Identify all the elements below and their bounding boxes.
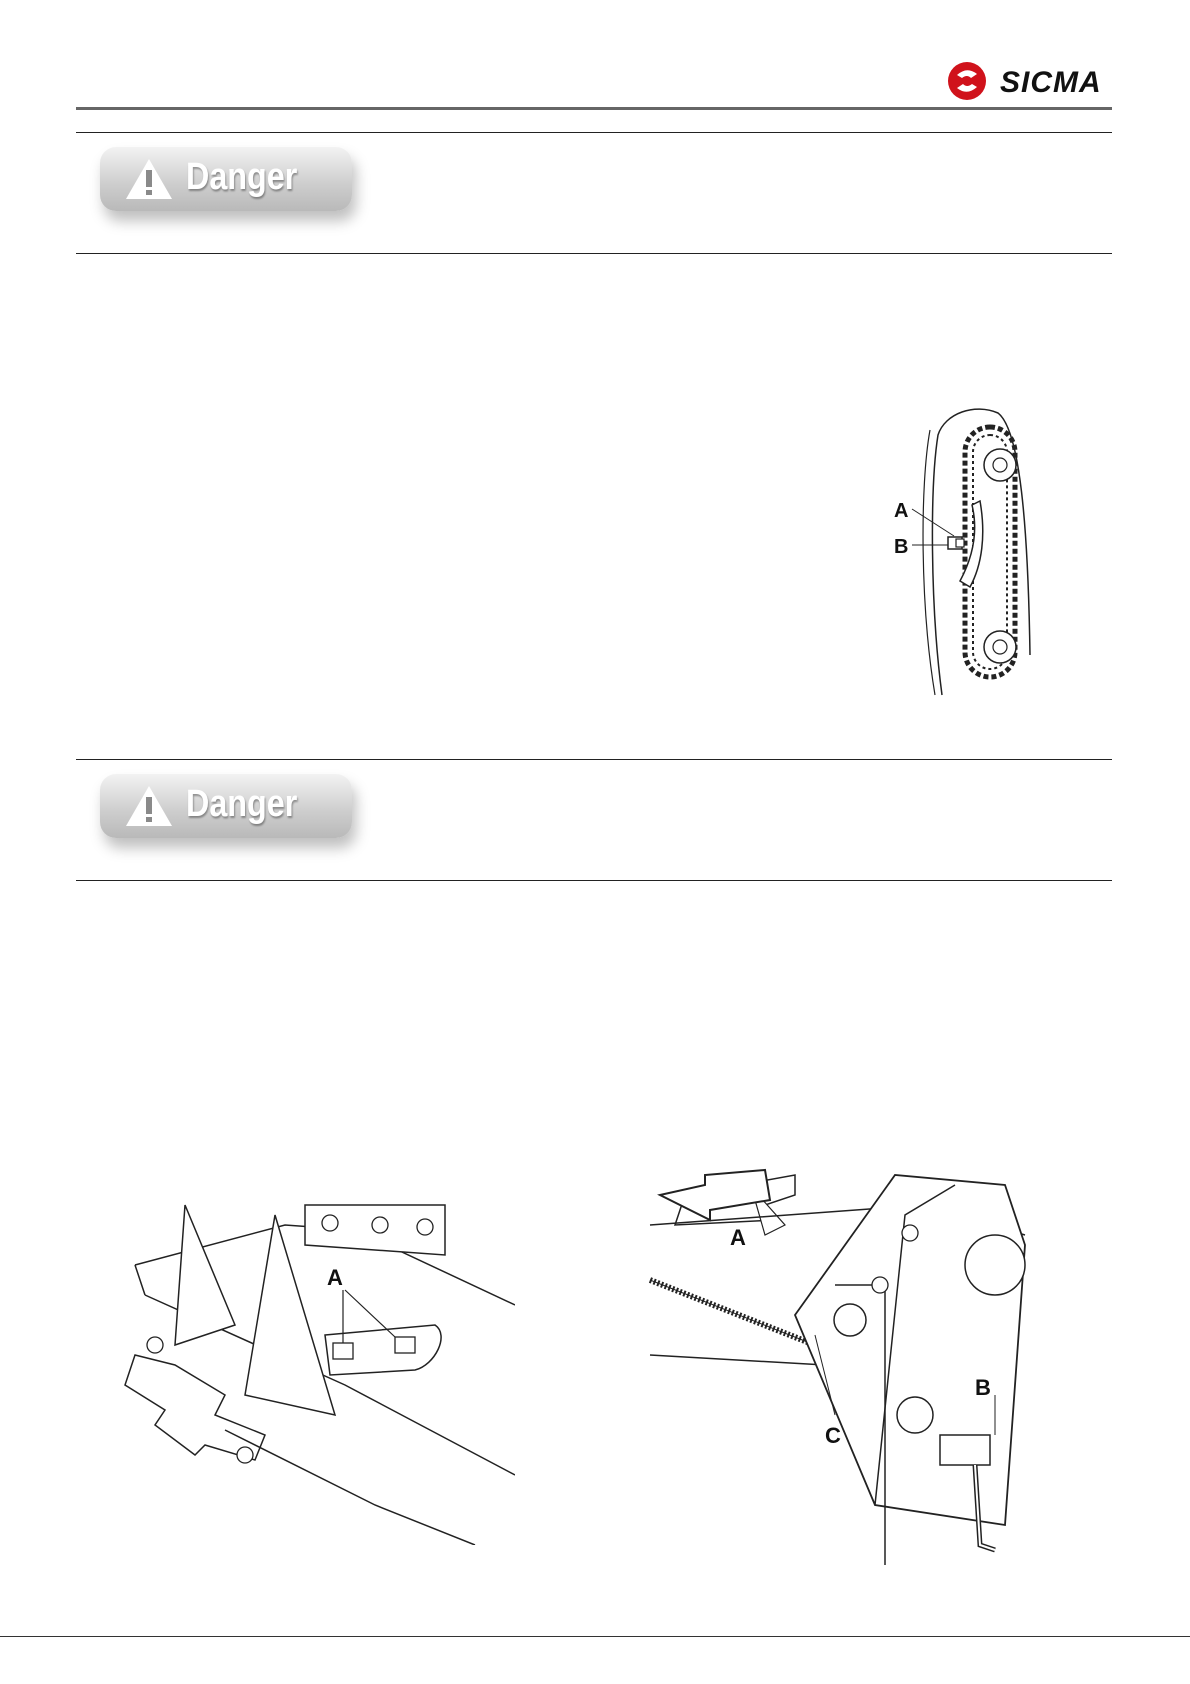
header-rule [76,107,1112,110]
divider [76,880,1112,881]
screw-adjuster-illustration [645,1165,1045,1565]
divider [76,759,1112,760]
warning-triangle-icon [124,157,174,201]
callout-label-b: B [975,1375,991,1400]
danger-badge [100,147,352,211]
brand-name: SICMA [1000,66,1102,99]
footer-rule [0,1636,1190,1637]
callout-label-a: A [894,500,909,522]
danger-label: Danger [186,156,298,198]
callout-label-b: B [894,536,909,558]
chain-tensioner-illustration [890,405,1080,700]
callout-label-a: A [327,1265,343,1290]
frame-bolts-illustration [115,1185,515,1545]
divider [76,253,1112,254]
danger-label: Danger [186,783,298,825]
callout-label-c: C [825,1423,841,1448]
danger-badge [100,774,352,838]
callout-label-a: A [730,1225,746,1250]
warning-triangle-icon [124,784,174,828]
logo-mark-icon [948,62,986,100]
divider [76,132,1112,133]
